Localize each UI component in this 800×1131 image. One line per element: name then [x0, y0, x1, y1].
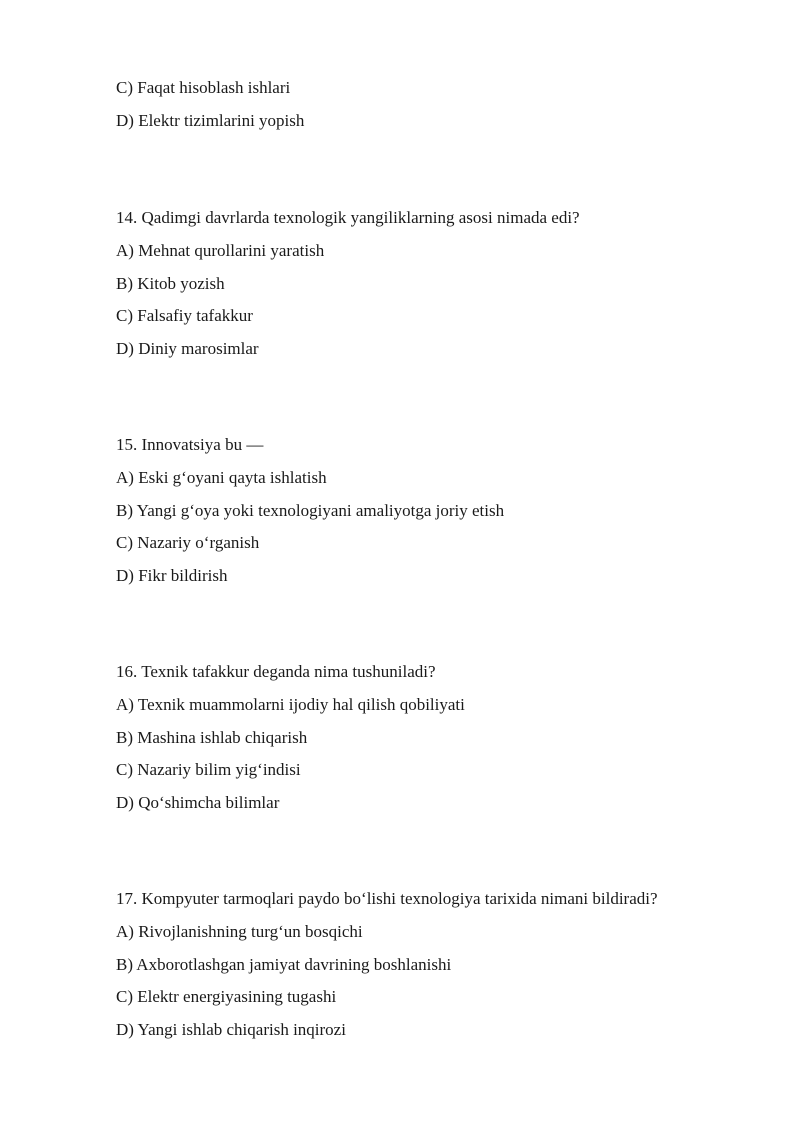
option-15c: C) Nazariy o‘rganish	[116, 533, 260, 552]
option-17c: C) Elektr energiyasining tugashi	[116, 987, 337, 1006]
option-17b: B) Axborotlashgan jamiyat davrining boshlanishi	[116, 955, 452, 974]
option-16c: C) Nazariy bilim yig‘indisi	[116, 760, 301, 779]
option-16d: D) Qo‘shimcha bilimlar	[116, 793, 280, 812]
option-17d: D) Yangi ishlab chiqarish inqirozi	[116, 1020, 346, 1039]
option-13d: D) Elektr tizimlarini yopish	[116, 111, 305, 130]
question-14: 14. Qadimgi davrlarda texnologik yangiliklarning asosi nimada edi?	[116, 208, 580, 227]
question-16: 16. Texnik tafakkur deganda nima tushuniladi?	[116, 662, 436, 681]
option-14d: D) Diniy marosimlar	[116, 339, 259, 358]
option-13c: C) Faqat hisoblash ishlari	[116, 78, 291, 97]
option-15b: B) Yangi g‘oya yoki texnologiyani amaliyotga joriy etish	[116, 501, 505, 520]
option-16b: B) Mashina ishlab chiqarish	[116, 728, 308, 747]
option-15d: D) Fikr bildirish	[116, 566, 228, 585]
option-17a: A) Rivojlanishning turg‘un bosqichi	[116, 922, 363, 941]
option-14a: A) Mehnat qurollarini yaratish	[116, 241, 325, 260]
option-16a: A) Texnik muammolarni ijodiy hal qilish qobiliyati	[116, 695, 465, 714]
option-15a: A) Eski g‘oyani qayta ishlatish	[116, 468, 327, 487]
option-14c: C) Falsafiy tafakkur	[116, 306, 253, 325]
option-14b: B) Kitob yozish	[116, 274, 225, 293]
question-15: 15. Innovatsiya bu —	[116, 435, 264, 454]
question-17: 17. Kompyuter tarmoqlari paydo bo‘lishi texnologiya tarixida nimani bildiradi?	[116, 889, 658, 908]
